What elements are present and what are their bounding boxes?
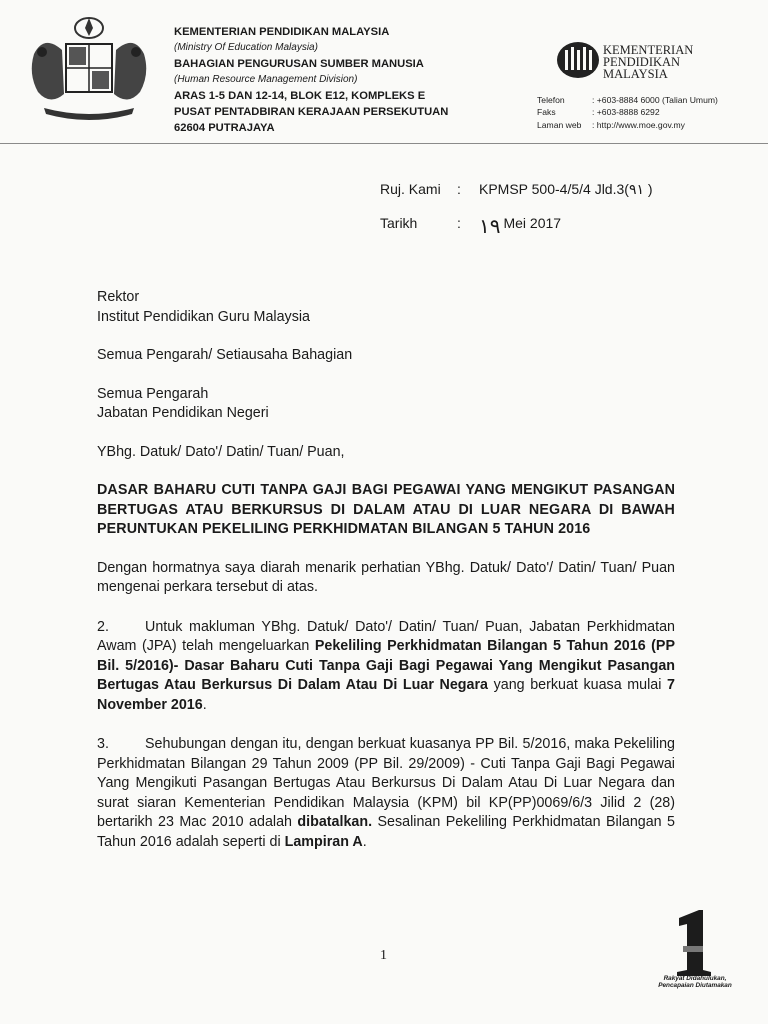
slogan-line: Rakyat Didahulukan, (663, 975, 727, 982)
contact-label: Laman web (537, 119, 582, 130)
reference-block (380, 172, 653, 240)
slogan (640, 975, 750, 989)
letter-body (97, 288, 675, 872)
slogan-line: Pencapaian Diutamakan (658, 982, 732, 989)
paragraph-2 (97, 618, 675, 716)
bold-text-run: dibatalkan. (297, 814, 373, 830)
coat-of-arms-logo (14, 14, 164, 126)
recipient-line: Jabatan Pendidikan Negeri (97, 405, 269, 421)
kpm-logo-text (603, 44, 693, 80)
division-name: BAHAGIAN PENGURUSAN SUMBER MANUSIA (174, 58, 424, 70)
date-value: Mei 2017 (503, 215, 562, 231)
logo-text-line: PENDIDIKAN (603, 55, 681, 69)
text-run: Untuk makluman YBhg. Datuk/ Dato'/ Datin/ Tuan/ Puan, Jabatan Perkhidmatan Awam (JPA) telah mengeluarkan (97, 618, 675, 654)
recipient-line: Semua Pengarah/ Setiausaha Bahagian (97, 347, 353, 363)
contact-value: : +603-8888 6292 (592, 107, 660, 118)
recipient-2 (97, 346, 675, 366)
address-line-1: ARAS 1-5 DAN 12-14, BLOK E12, KOMPLEKS E (174, 90, 426, 102)
logo-text-line: MALAYSIA (603, 67, 668, 81)
date-sep: : (457, 215, 461, 231)
bold-text-run: Pekeliling Perkhidmatan Bilangan 5 Tahun 2016 (PP Bil. 5/2016)- Dasar Baharu Cuti Tanpa Gaji Bagi Pegawai Yang Mengikut Pasangan Bertugas Atau Berkursus Di Dalam Atau Di Luar Negara (97, 638, 675, 693)
address-line-2: PUSAT PENTADBIRAN KERAJAAN PERSEKUTUAN (174, 106, 449, 118)
division-name-en: (Human Resource Management Division) (174, 74, 358, 85)
date-row (380, 206, 653, 240)
contact-web (537, 119, 718, 131)
contact-value: : http://www.moe.gov.my (592, 119, 685, 130)
subject-heading: DASAR BAHARU CUTI TANPA GAJI BAGI PEGAWAI YANG MENGIKUT PASANGAN BERTUGAS ATAU BERKURSUS DI DALAM ATAU DI LUAR NEGARA DI BAWAH PERUNTUKAN PEKELILING PERKHIDMATAN BILANGAN 5 TAHUN 2016 (97, 482, 675, 537)
contact-fax (537, 106, 718, 118)
contact-label: Faks (537, 107, 556, 118)
address-line-3: 62604 PUTRAJAYA (174, 122, 275, 134)
contact-value: : +603-8884 6000 (Talian Umum) (592, 95, 718, 105)
paragraph-number: 2. (97, 618, 109, 635)
salutation: YBhg. Datuk/ Dato'/ Datin/ Tuan/ Puan, (97, 443, 345, 460)
paragraph-1: Dengan hormatnya saya diarah menarik perhatian YBhg. Datuk/ Dato'/ Datin/ Tuan/ Puan mengenai perkara tersebut di atas. (97, 559, 675, 595)
ministry-name-en: (Ministry Of Education Malaysia) (174, 42, 318, 53)
header-divider (0, 143, 768, 144)
logo-text-line: KEMENTERIAN (603, 43, 694, 57)
recipient-line: Semua Pengarah (97, 385, 209, 402)
paragraph-number: 3. (97, 736, 109, 752)
page-number: 1 (380, 948, 387, 963)
contact-block (537, 94, 718, 131)
kpm-logo-icon (556, 40, 600, 80)
ref-label: Ruj. Kami (380, 181, 441, 197)
ministry-name: KEMENTERIAN PENDIDIKAN MALAYSIA (174, 26, 390, 38)
organization-block (174, 24, 504, 136)
ref-sep: : (457, 181, 461, 197)
paragraph-3 (97, 735, 675, 852)
text-run: . (362, 833, 367, 850)
ref-value: KPMSP 500-4/5/4 Jld.3(٩١ ) (479, 181, 653, 197)
recipient-3 (97, 385, 675, 424)
reference-number-row (380, 172, 653, 206)
text-run: yang berkuat kuasa mulai (488, 677, 668, 693)
text-run: Sehubungan dengan itu, dengan berkuat kuasanya PP Bil. 5/2016, maka Pekeliling Perkhidmatan Bilangan 29 Tahun 2009 (PP Bil. 29/2009) - Cuti Tanpa Gaji Bagi Pegawai Yang Mengikuti Pasangan Bertugas Atau Berkursus Di Dalam Atau Di Luar Negara dan surat siaran Kementerian Pendidikan Malaysia (KPM) bil KP(PP)0069/6/3 Jilid 2 (28) bertarikh 23 Mac 2010 adalah (97, 736, 675, 830)
text-run: . (202, 696, 207, 713)
bold-text-run: Lampiran A (284, 833, 363, 850)
recipient-line: Rektor (97, 289, 140, 305)
recipient-line: Institut Pendidikan Guru Malaysia (97, 308, 310, 325)
handwritten-day: ١٩ (479, 214, 501, 238)
text-run: Sesalinan Pekeliling Perkhidmatan Bilangan 5 Tahun 2016 adalah seperti di (97, 814, 676, 850)
bold-text-run: 7 November 2016 (97, 677, 675, 713)
recipient-1 (97, 288, 675, 327)
date-label: Tarikh (380, 215, 418, 231)
contact-label: Telefon (537, 95, 565, 105)
contact-phone (537, 94, 718, 106)
